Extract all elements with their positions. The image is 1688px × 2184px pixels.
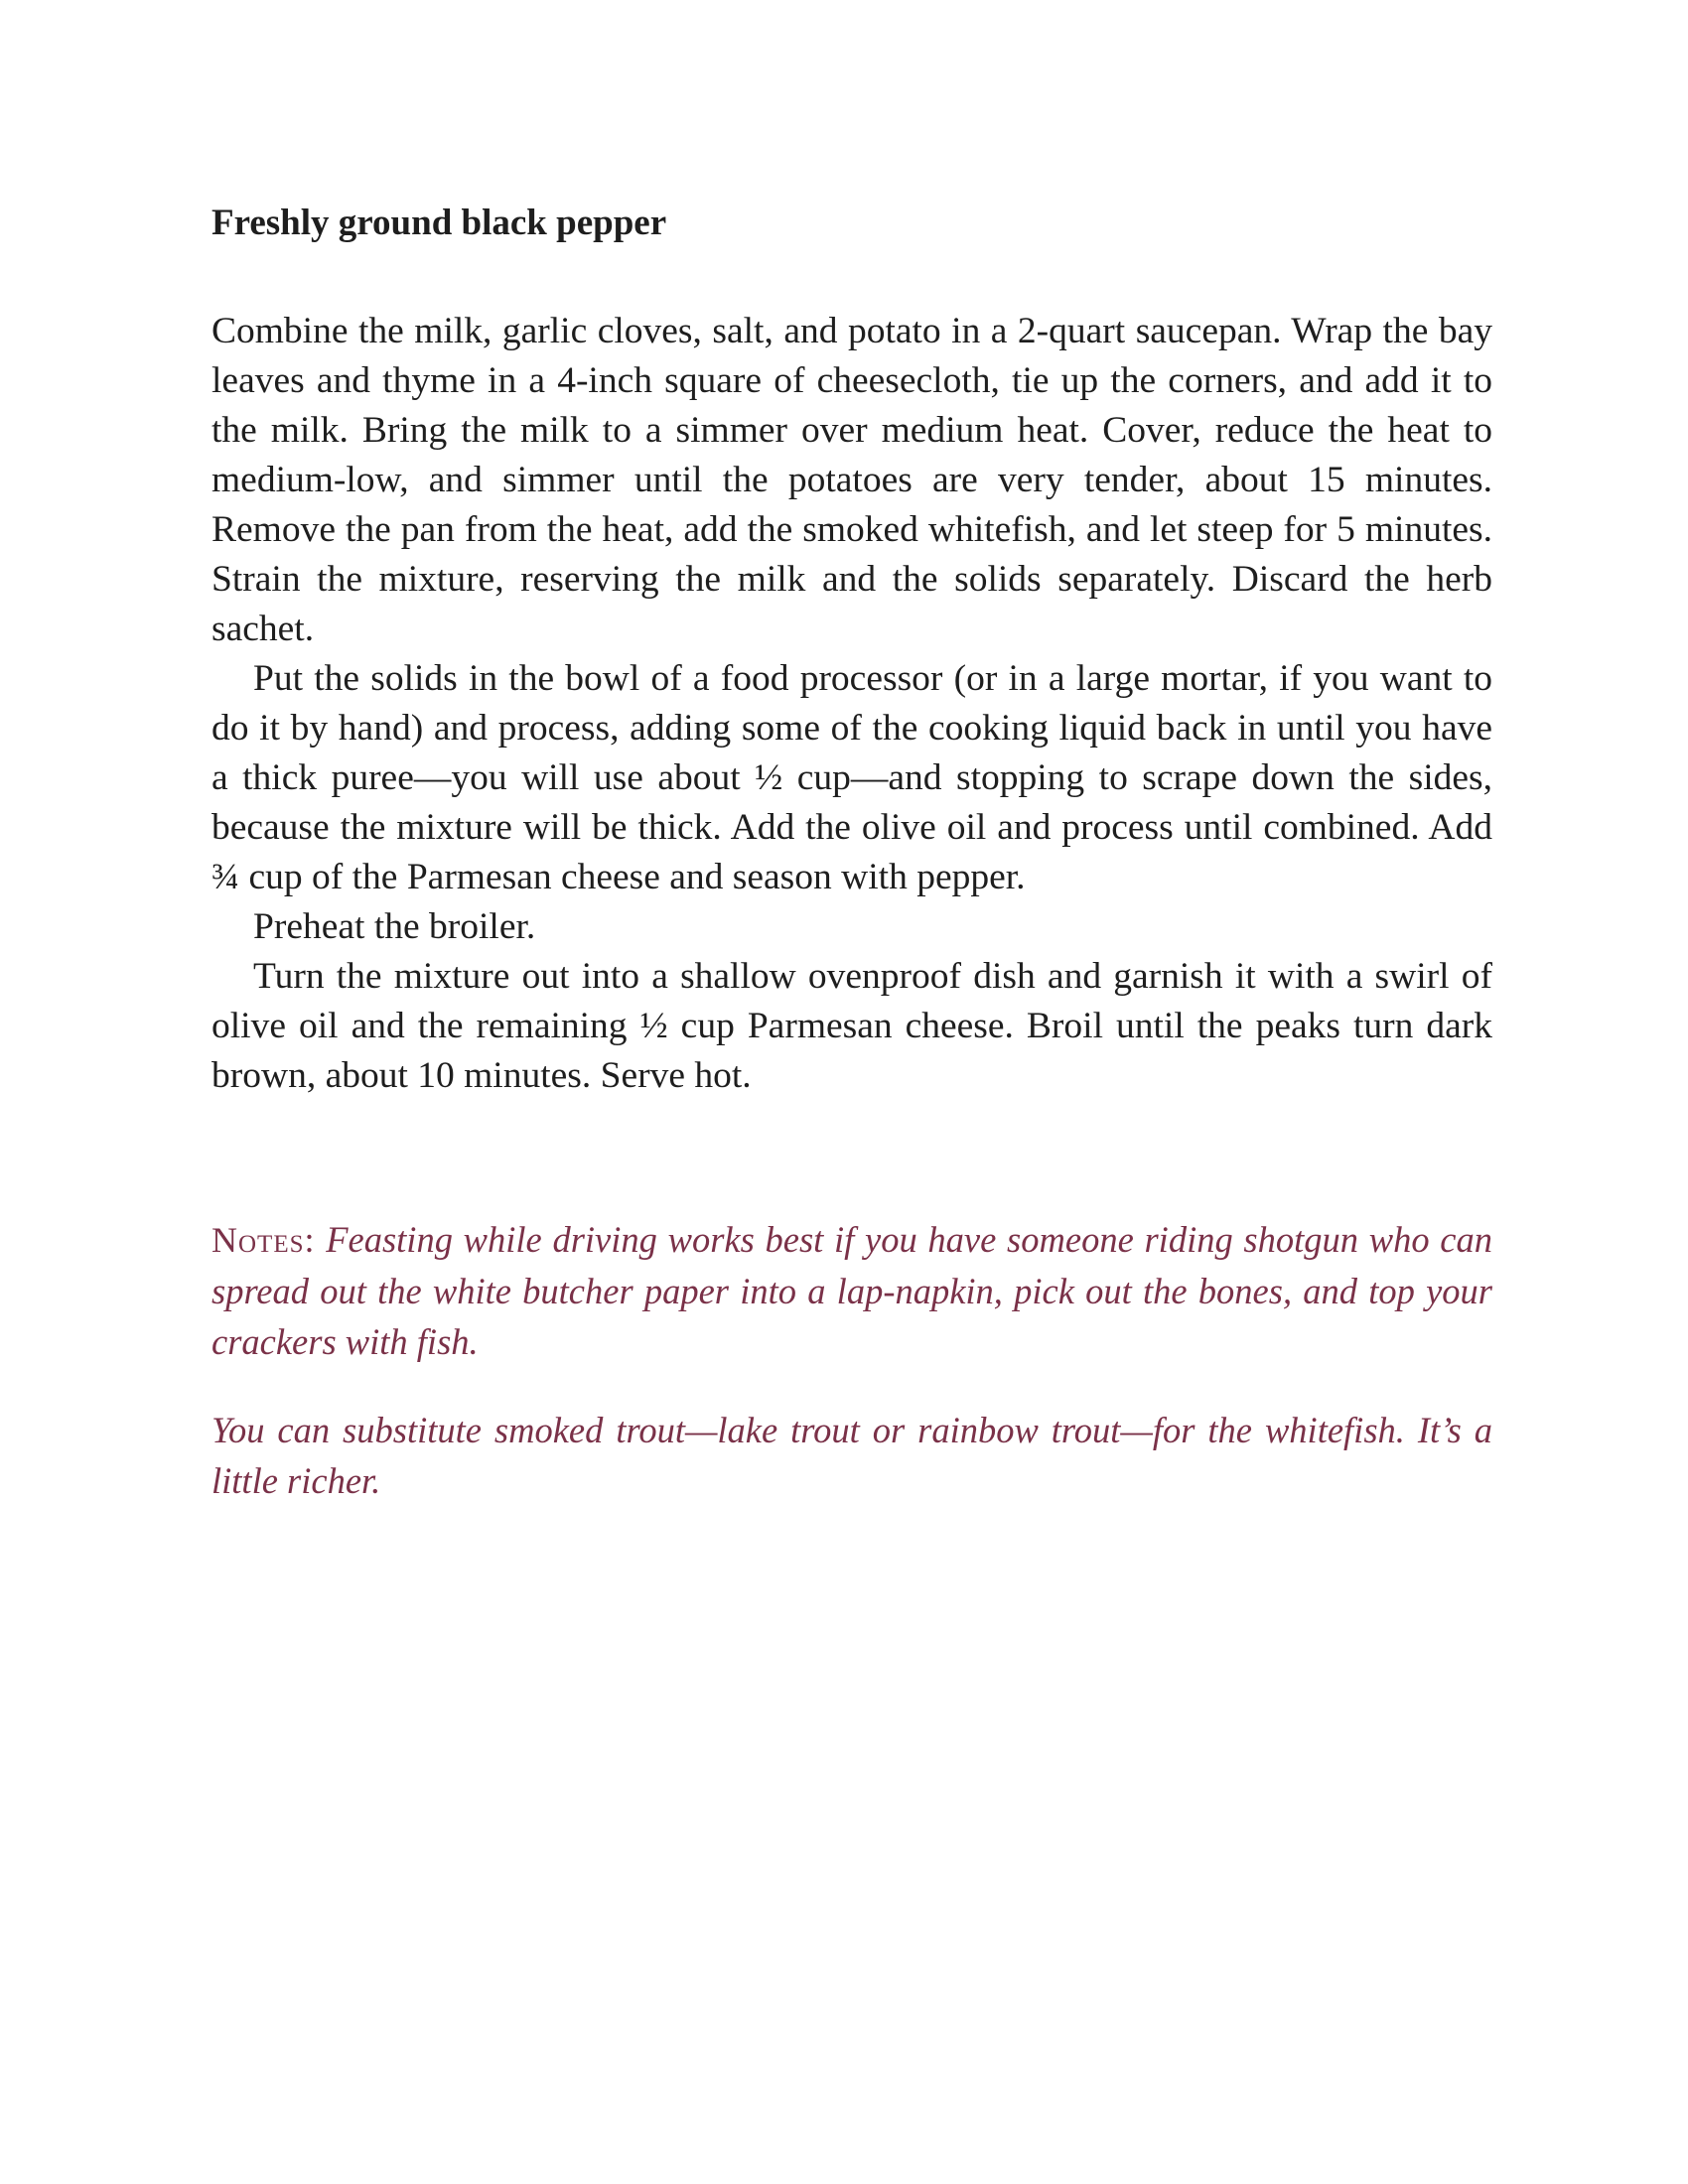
note-text: Feasting while driving works best if you have someone riding shotgun who can spread out the white butcher paper into a lap-napkin, pick out the bones, and top your crackers with fish. xyxy=(211,1219,1492,1362)
method-paragraph: Put the solids in the bowl of a food processor (or in a large mortar, if you want to do it by hand) and process, adding some of the cooking liquid back in until you have a thick puree—you will use about ½ cup—and stopping to scrape down the sides, because the mixture will be thick. Add the olive oil and process until combined. Add ¾ cup of the Parmesan cheese and season with pepper. xyxy=(211,658,1492,897)
note-paragraph: You can substitute smoked trout—lake trout or rainbow trout—for the whitefish. It’s a little richer. xyxy=(211,1410,1492,1501)
notes-section xyxy=(211,1214,1492,1544)
method-paragraph: Turn the mixture out into a shallow ovenproof dish and garnish it with a swirl of olive oil and the remaining ½ cup Parmesan cheese. Broil until the peaks turn dark brown, about 10 minutes. Serve hot. xyxy=(211,956,1492,1096)
notes-label: Notes: xyxy=(211,1220,316,1260)
method-section xyxy=(211,307,1492,1101)
method-paragraph: Preheat the broiler. xyxy=(253,906,536,947)
note-paragraph xyxy=(211,1214,1492,1367)
ingredient-line: Freshly ground black pepper xyxy=(211,203,667,243)
method-paragraph: Combine the milk, garlic cloves, salt, and potato in a 2-quart saucepan. Wrap the bay leaves and thyme in a 4-inch square of cheesecloth, tie up the corners, and add it to the milk. Bring the milk to a simmer over medium heat. Cover, reduce the heat to medium-low, and simmer until the potatoes are very tender, about 15 minutes. Remove the pan from the heat, add the smoked whitefish, and let steep for 5 minutes. Strain the mixture, reserving the milk and the solids separately. Discard the herb sachet. xyxy=(211,311,1492,649)
